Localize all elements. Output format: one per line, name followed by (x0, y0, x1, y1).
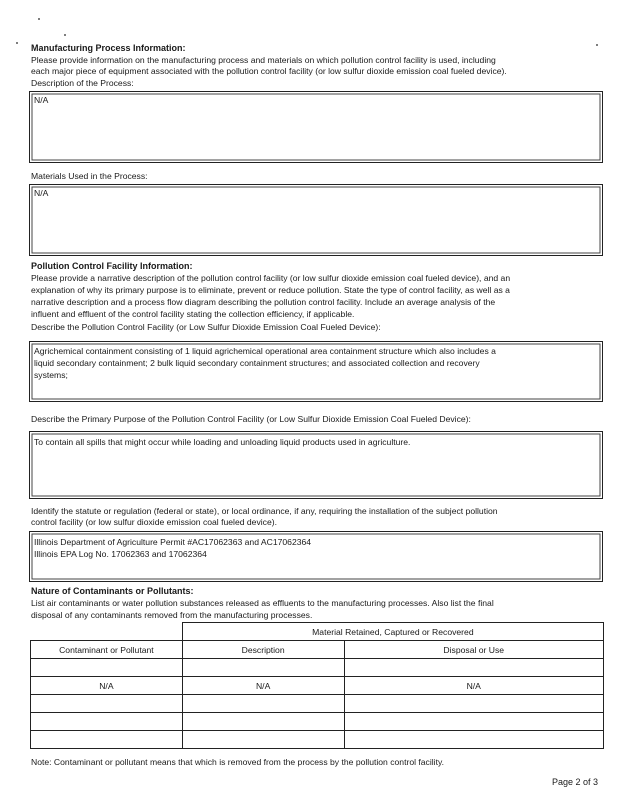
table-row (31, 731, 604, 749)
table-cell[interactable] (31, 713, 183, 731)
table-cell[interactable] (31, 731, 183, 749)
table-row (31, 695, 604, 713)
contaminants-intro-line: disposal of any contaminants removed from the manufacturing processes. (31, 610, 313, 620)
table-row (31, 677, 604, 695)
describe-facility-field[interactable] (29, 341, 603, 402)
table-cell[interactable] (182, 695, 344, 713)
describe-facility-line: systems; (34, 370, 68, 380)
table-row (31, 659, 604, 677)
table-cell[interactable] (182, 713, 344, 731)
note-text: Note: Contaminant or pollutant means that which is removed from the process by the pollution control facility. (31, 757, 445, 767)
pollution-control-heading: Pollution Control Facility Information: (31, 261, 193, 271)
table-column-header: Description (182, 641, 344, 659)
scan-speck (596, 44, 598, 46)
scan-speck (38, 18, 40, 20)
table-cell[interactable] (344, 695, 604, 713)
manufacturing-heading: Manufacturing Process Information: (31, 43, 186, 53)
contaminants-intro-line: List air contaminants or water pollution substances released as effluents to the manufacturing processes. Also list the final (31, 598, 494, 608)
description-field[interactable] (29, 91, 603, 163)
primary-purpose-field[interactable] (29, 431, 603, 499)
describe-facility-label: Describe the Pollution Control Facility (or Low Sulfur Dioxide Emission Coal Fueled Device): (31, 322, 381, 332)
table-cell[interactable]: N/A (182, 677, 344, 695)
describe-facility-line: Agrichemical containment consisting of 1 liquid agrichemical operational area containment structure which also includes a (34, 346, 496, 356)
materials-value: N/A (34, 188, 49, 198)
primary-purpose-label: Describe the Primary Purpose of the Pollution Control Facility (or Low Sulfur Dioxide Emission Coal Fueled Device): (31, 414, 471, 424)
table-cell[interactable] (31, 695, 183, 713)
statute-field[interactable] (29, 531, 603, 582)
table-cell[interactable] (182, 731, 344, 749)
materials-label: Materials Used in the Process: (31, 171, 148, 181)
describe-facility-line: liquid secondary containment; 2 bulk liquid secondary containment structures; and associated collection and recovery (34, 358, 480, 368)
table-group-header: Material Retained, Captured or Recovered (182, 623, 603, 641)
primary-purpose-value: To contain all spills that might occur while loading and unloading liquid products used in agriculture. (34, 437, 411, 447)
description-label: Description of the Process: (31, 78, 134, 88)
table-cell[interactable] (344, 659, 604, 677)
pollution-intro-line: narrative description and a process flow diagram describing the pollution control facility. Include an average analysis of the (31, 297, 496, 307)
contaminants-table (30, 622, 604, 749)
table-cell[interactable]: N/A (31, 677, 183, 695)
table-cell[interactable] (344, 713, 604, 731)
description-value: N/A (34, 95, 49, 105)
pollution-intro-line: explanation of why its primary purpose is to eliminate, prevent or reduce pollution. State the type of control facility, as well as a (31, 285, 510, 295)
table-cell[interactable] (182, 659, 344, 677)
scan-speck (64, 34, 66, 36)
statute-line: Illinois Department of Agriculture Permit #AC17062363 and AC17062364 (34, 537, 312, 547)
pollution-intro-line: Please provide a narrative description of the pollution control facility (or low sulfur dioxide emission coal fueled device), and an (31, 273, 511, 283)
manufacturing-intro-line: each major piece of equipment associated with the pollution control facility (or low sulfur dioxide emission coal fueled device). (31, 66, 507, 76)
table-column-header: Contaminant or Pollutant (31, 641, 183, 659)
table-cell[interactable] (31, 659, 183, 677)
materials-field[interactable] (29, 184, 603, 256)
statute-label-line: control facility (or low sulfur dioxide emission coal fueled device). (31, 517, 277, 527)
statute-label-line: Identify the statute or regulation (federal or state), or local ordinance, if any, requiring the installation of the subject pollution (31, 506, 498, 516)
page-number: Page 2 of 3 (552, 777, 599, 787)
table-column-header: Disposal or Use (344, 641, 604, 659)
pollution-intro-line: influent and effluent of the control facility stating the collection efficiency, if applicable. (31, 309, 355, 319)
table-cell[interactable]: N/A (344, 677, 604, 695)
table-corner-cell (31, 623, 183, 641)
contaminants-heading: Nature of Contaminants or Pollutants: (31, 586, 194, 596)
table-row (31, 713, 604, 731)
table-cell[interactable] (344, 731, 604, 749)
scan-speck (16, 42, 18, 44)
statute-line: Illinois EPA Log No. 17062363 and 17062364 (34, 549, 207, 559)
manufacturing-intro-line: Please provide information on the manufacturing process and materials on which pollution control facility is used, including (31, 55, 496, 65)
